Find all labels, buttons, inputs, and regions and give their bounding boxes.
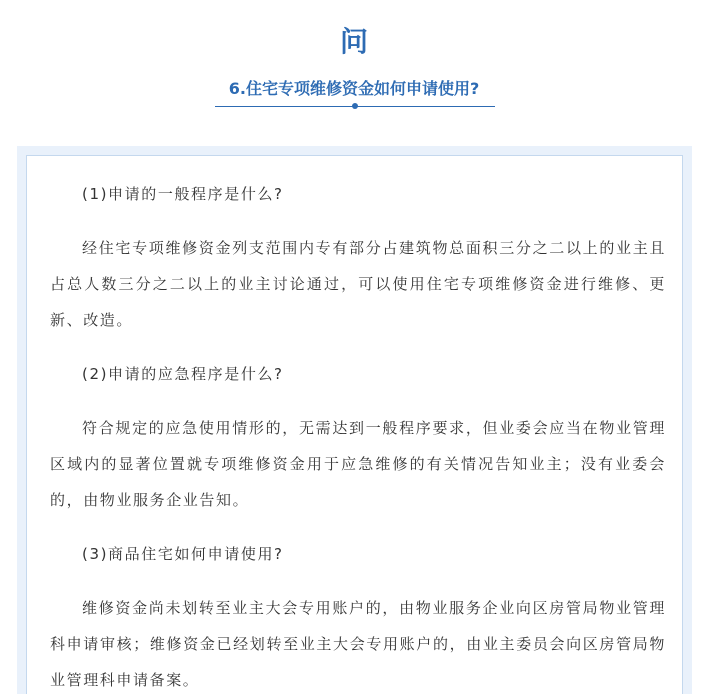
sub-question-2: (2)申请的应急程序是什么? [82, 365, 284, 383]
sub-question-3: (3)商品住宅如何申请使用? [82, 545, 284, 563]
question-title: 6.住宅专项维修资金如何申请使用? [228, 79, 480, 98]
answer-paragraph-2: 符合规定的应急使用情形的，无需达到一般程序要求，但业委会应当在物业管理区域内的显著位置就专项维修资金用于应急维修的有关情况告知业主；没有业委会的，由物业服务企业告知。 [50, 419, 666, 509]
ask-heading: 问 [339, 25, 368, 58]
sub-question-1: (1)申请的一般程序是什么? [82, 185, 284, 203]
answer-paragraph-1: 经住宅专项维修资金列支范围内专有部分占建筑物总面积三分之二以上的业主且占总人数三分之二以上的业主讨论通过，可以使用住宅专项维修资金进行维修、更新、改造。 [50, 239, 666, 329]
answer-paragraph-3: 维修资金尚未划转至业主大会专用账户的，由物业服务企业向区房管局物业管理科申请审核；维修资金已经划转至业主大会专用账户的，由业主委员会向区房管局物业管理科申请备案。 [50, 599, 666, 689]
title-underline-dot [352, 103, 358, 109]
answer-content [50, 176, 666, 694]
